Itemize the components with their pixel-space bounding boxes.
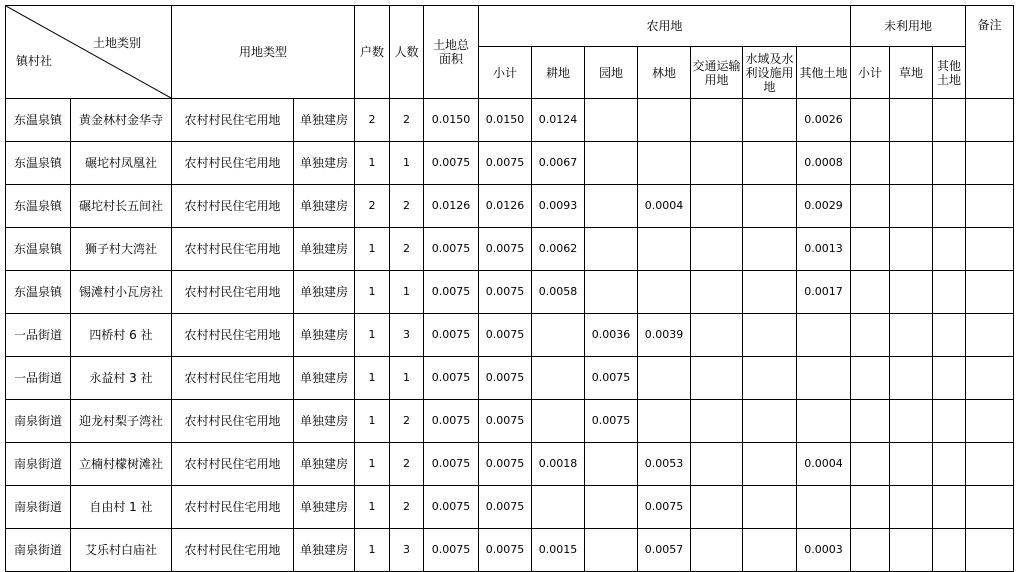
build-type-cell: 单独建房 [294, 185, 355, 228]
transport-land-header: 交通运输用地 [691, 47, 743, 99]
build-type-cell: 单独建房 [294, 400, 355, 443]
farmland-cell: 0.0067 [532, 142, 585, 185]
forest-cell [638, 357, 691, 400]
grassland-cell [890, 99, 933, 142]
total-area-cell: 0.0075 [424, 357, 479, 400]
total-area-cell: 0.0075 [424, 400, 479, 443]
agri-subtotal-cell: 0.0075 [479, 142, 532, 185]
agri-subtotal-cell: 0.0075 [479, 228, 532, 271]
town-cell: 南泉街道 [6, 486, 71, 529]
agricultural-land-header: 农用地 [479, 6, 851, 47]
agri-subtotal-cell: 0.0075 [479, 357, 532, 400]
grassland-cell [890, 271, 933, 314]
village-cell: 碾坨村长五间社 [71, 185, 172, 228]
other-land-header: 其他土地 [797, 47, 851, 99]
households-cell: 1 [355, 271, 390, 314]
forest-header: 林地 [638, 47, 691, 99]
other-land-cell: 0.0004 [797, 443, 851, 486]
unused-other-cell [933, 99, 966, 142]
water-cell [743, 271, 797, 314]
agri-subtotal-header: 小计 [479, 47, 532, 99]
garden-cell: 0.0036 [585, 314, 638, 357]
diagonal-header-cell [6, 6, 172, 99]
farmland-cell: 0.0015 [532, 529, 585, 572]
remark-cell [966, 443, 1014, 486]
table-row [6, 271, 1014, 314]
people-cell: 3 [390, 529, 424, 572]
town-cell: 南泉街道 [6, 443, 71, 486]
farmland-cell: 0.0093 [532, 185, 585, 228]
town-cell: 东温泉镇 [6, 228, 71, 271]
village-cell: 迎龙村梨子湾社 [71, 400, 172, 443]
farmland-cell: 0.0058 [532, 271, 585, 314]
unused-subtotal-cell [851, 142, 890, 185]
village-cell: 艾乐村白庙社 [71, 529, 172, 572]
build-type-cell: 单独建房 [294, 99, 355, 142]
build-type-cell: 单独建房 [294, 142, 355, 185]
remark-cell [966, 185, 1014, 228]
agri-subtotal-cell: 0.0075 [479, 529, 532, 572]
unused-other-cell [933, 142, 966, 185]
other-land-cell: 0.0003 [797, 529, 851, 572]
table-row [6, 529, 1014, 572]
farmland-cell: 0.0018 [532, 443, 585, 486]
farmland-cell: 0.0062 [532, 228, 585, 271]
village-cell: 立楠村檬树滩社 [71, 443, 172, 486]
town-cell: 东温泉镇 [6, 99, 71, 142]
households-cell: 1 [355, 400, 390, 443]
garden-cell: 0.0075 [585, 357, 638, 400]
households-cell: 2 [355, 99, 390, 142]
transport-cell [691, 142, 743, 185]
farmland-cell [532, 400, 585, 443]
forest-cell [638, 228, 691, 271]
town-cell: 东温泉镇 [6, 142, 71, 185]
build-type-cell: 单独建房 [294, 486, 355, 529]
agri-subtotal-cell: 0.0075 [479, 314, 532, 357]
land-use-table [5, 5, 1014, 572]
transport-cell [691, 486, 743, 529]
water-cell [743, 99, 797, 142]
garden-cell [585, 443, 638, 486]
build-type-cell: 单独建房 [294, 443, 355, 486]
town-cell: 一品街道 [6, 314, 71, 357]
table-row [6, 486, 1014, 529]
garden-cell [585, 99, 638, 142]
agri-subtotal-cell: 0.0075 [479, 400, 532, 443]
table-row [6, 443, 1014, 486]
people-cell: 2 [390, 486, 424, 529]
total-area-cell: 0.0075 [424, 228, 479, 271]
other-land-cell: 0.0013 [797, 228, 851, 271]
forest-cell [638, 142, 691, 185]
build-type-cell: 单独建房 [294, 529, 355, 572]
people-cell: 1 [390, 142, 424, 185]
grassland-cell [890, 142, 933, 185]
land-use-cell: 农村村民住宅用地 [172, 529, 294, 572]
unused-subtotal-cell [851, 529, 890, 572]
agri-subtotal-cell: 0.0126 [479, 185, 532, 228]
land-use-cell: 农村村民住宅用地 [172, 99, 294, 142]
grassland-cell [890, 400, 933, 443]
land-use-type-header: 用地类型 [172, 6, 355, 99]
town-village-label: 镇村社 [16, 54, 53, 68]
households-cell: 1 [355, 443, 390, 486]
total-area-cell: 0.0075 [424, 529, 479, 572]
other-land-cell [797, 357, 851, 400]
grassland-cell [890, 314, 933, 357]
total-area-cell: 0.0075 [424, 443, 479, 486]
households-cell: 1 [355, 486, 390, 529]
build-type-cell: 单独建房 [294, 228, 355, 271]
village-cell: 自由村 1 社 [71, 486, 172, 529]
total-area-cell: 0.0150 [424, 99, 479, 142]
other-land-cell [797, 486, 851, 529]
remark-cell [966, 228, 1014, 271]
town-cell: 南泉街道 [6, 400, 71, 443]
grassland-cell [890, 357, 933, 400]
households-header: 户数 [355, 6, 390, 99]
grassland-cell [890, 443, 933, 486]
unused-other-cell [933, 314, 966, 357]
households-cell: 1 [355, 142, 390, 185]
water-cell [743, 228, 797, 271]
forest-cell [638, 400, 691, 443]
unused-other-header: 其他土地 [933, 47, 966, 99]
water-cell [743, 529, 797, 572]
total-area-cell: 0.0126 [424, 185, 479, 228]
garden-cell [585, 185, 638, 228]
grassland-cell [890, 529, 933, 572]
agri-subtotal-cell: 0.0075 [479, 486, 532, 529]
garden-cell [585, 271, 638, 314]
town-cell: 南泉街道 [6, 529, 71, 572]
agri-subtotal-cell: 0.0075 [479, 271, 532, 314]
village-cell: 碾坨村凤凰社 [71, 142, 172, 185]
table-row [6, 99, 1014, 142]
remark-cell [966, 400, 1014, 443]
land-category-label: 土地类别 [92, 36, 141, 50]
people-cell: 2 [390, 228, 424, 271]
total-area-cell: 0.0075 [424, 142, 479, 185]
agri-subtotal-cell: 0.0150 [479, 99, 532, 142]
unused-other-cell [933, 400, 966, 443]
table-row [6, 142, 1014, 185]
unused-subtotal-cell [851, 271, 890, 314]
remark-cell [966, 529, 1014, 572]
village-cell: 四桥村 6 社 [71, 314, 172, 357]
forest-cell: 0.0057 [638, 529, 691, 572]
total-area-cell: 0.0075 [424, 486, 479, 529]
water-cell [743, 142, 797, 185]
households-cell: 1 [355, 529, 390, 572]
other-land-cell [797, 314, 851, 357]
garden-cell [585, 228, 638, 271]
village-cell: 永益村 3 社 [71, 357, 172, 400]
total-area-cell: 0.0075 [424, 271, 479, 314]
garden-cell [585, 486, 638, 529]
land-use-cell: 农村村民住宅用地 [172, 443, 294, 486]
table-row [6, 314, 1014, 357]
garden-cell [585, 529, 638, 572]
water-cell [743, 314, 797, 357]
people-cell: 2 [390, 99, 424, 142]
unused-subtotal-cell [851, 486, 890, 529]
build-type-cell: 单独建房 [294, 271, 355, 314]
table-row [6, 400, 1014, 443]
remark-cell [966, 99, 1014, 142]
header-row-1 [6, 6, 1014, 47]
agri-subtotal-cell: 0.0075 [479, 443, 532, 486]
land-use-cell: 农村村民住宅用地 [172, 357, 294, 400]
land-use-cell: 农村村民住宅用地 [172, 400, 294, 443]
land-use-cell: 农村村民住宅用地 [172, 228, 294, 271]
unused-subtotal-cell [851, 357, 890, 400]
farmland-cell [532, 486, 585, 529]
forest-cell: 0.0075 [638, 486, 691, 529]
people-cell: 1 [390, 271, 424, 314]
village-cell: 狮子村大湾社 [71, 228, 172, 271]
grassland-header: 草地 [890, 47, 933, 99]
unused-other-cell [933, 228, 966, 271]
build-type-cell: 单独建房 [294, 314, 355, 357]
land-use-cell: 农村村民住宅用地 [172, 271, 294, 314]
transport-cell [691, 99, 743, 142]
grassland-cell [890, 228, 933, 271]
people-cell: 2 [390, 400, 424, 443]
table-row [6, 357, 1014, 400]
build-type-cell: 单独建房 [294, 357, 355, 400]
transport-cell [691, 314, 743, 357]
forest-cell: 0.0039 [638, 314, 691, 357]
transport-cell [691, 529, 743, 572]
land-use-cell: 农村村民住宅用地 [172, 314, 294, 357]
unused-subtotal-cell [851, 99, 890, 142]
water-cell [743, 486, 797, 529]
grassland-cell [890, 486, 933, 529]
other-land-cell: 0.0008 [797, 142, 851, 185]
people-header: 人数 [390, 6, 424, 99]
transport-cell [691, 271, 743, 314]
unused-other-cell [933, 271, 966, 314]
grassland-cell [890, 185, 933, 228]
other-land-cell: 0.0026 [797, 99, 851, 142]
households-cell: 1 [355, 314, 390, 357]
transport-cell [691, 185, 743, 228]
town-cell: 东温泉镇 [6, 271, 71, 314]
other-land-cell [797, 400, 851, 443]
land-use-cell: 农村村民住宅用地 [172, 185, 294, 228]
forest-cell [638, 271, 691, 314]
table-row [6, 228, 1014, 271]
land-use-cell: 农村村民住宅用地 [172, 486, 294, 529]
forest-cell [638, 99, 691, 142]
water-facility-header: 水域及水利设施用地 [743, 47, 797, 99]
remark-cell [966, 357, 1014, 400]
people-cell: 2 [390, 185, 424, 228]
farmland-cell [532, 357, 585, 400]
water-cell [743, 443, 797, 486]
other-land-cell: 0.0029 [797, 185, 851, 228]
garden-cell [585, 142, 638, 185]
forest-cell: 0.0004 [638, 185, 691, 228]
village-cell: 锡滩村小瓦房社 [71, 271, 172, 314]
transport-cell [691, 400, 743, 443]
farmland-cell: 0.0124 [532, 99, 585, 142]
unused-subtotal-cell [851, 400, 890, 443]
town-cell: 一品街道 [6, 357, 71, 400]
households-cell: 1 [355, 357, 390, 400]
remark-cell [966, 142, 1014, 185]
water-cell [743, 400, 797, 443]
water-cell [743, 185, 797, 228]
garden-header: 园地 [585, 47, 638, 99]
table-row [6, 185, 1014, 228]
diagonal-line [6, 6, 171, 98]
garden-cell: 0.0075 [585, 400, 638, 443]
households-cell: 1 [355, 228, 390, 271]
transport-cell [691, 357, 743, 400]
town-cell: 东温泉镇 [6, 185, 71, 228]
remark-cell [966, 314, 1014, 357]
unused-other-cell [933, 185, 966, 228]
households-cell: 2 [355, 185, 390, 228]
unused-subtotal-cell [851, 443, 890, 486]
unused-other-cell [933, 443, 966, 486]
unused-other-cell [933, 529, 966, 572]
unused-other-cell [933, 486, 966, 529]
land-use-cell: 农村村民住宅用地 [172, 142, 294, 185]
transport-cell [691, 228, 743, 271]
unused-other-cell [933, 357, 966, 400]
unused-subtotal-cell [851, 185, 890, 228]
unused-subtotal-cell [851, 314, 890, 357]
people-cell: 2 [390, 443, 424, 486]
unused-subtotal-cell [851, 228, 890, 271]
total-area-header: 土地总面积 [424, 6, 479, 99]
people-cell: 1 [390, 357, 424, 400]
remark-cell [966, 271, 1014, 314]
village-cell: 黄金林村金华寺 [71, 99, 172, 142]
people-cell: 3 [390, 314, 424, 357]
remarks-header: 备注 [966, 6, 1014, 99]
farmland-cell [532, 314, 585, 357]
total-area-cell: 0.0075 [424, 314, 479, 357]
transport-cell [691, 443, 743, 486]
farmland-header: 耕地 [532, 47, 585, 99]
other-land-cell: 0.0017 [797, 271, 851, 314]
unused-land-header: 未利用地 [851, 6, 966, 47]
unused-subtotal-header: 小计 [851, 47, 890, 99]
forest-cell: 0.0053 [638, 443, 691, 486]
water-cell [743, 357, 797, 400]
remark-cell [966, 486, 1014, 529]
